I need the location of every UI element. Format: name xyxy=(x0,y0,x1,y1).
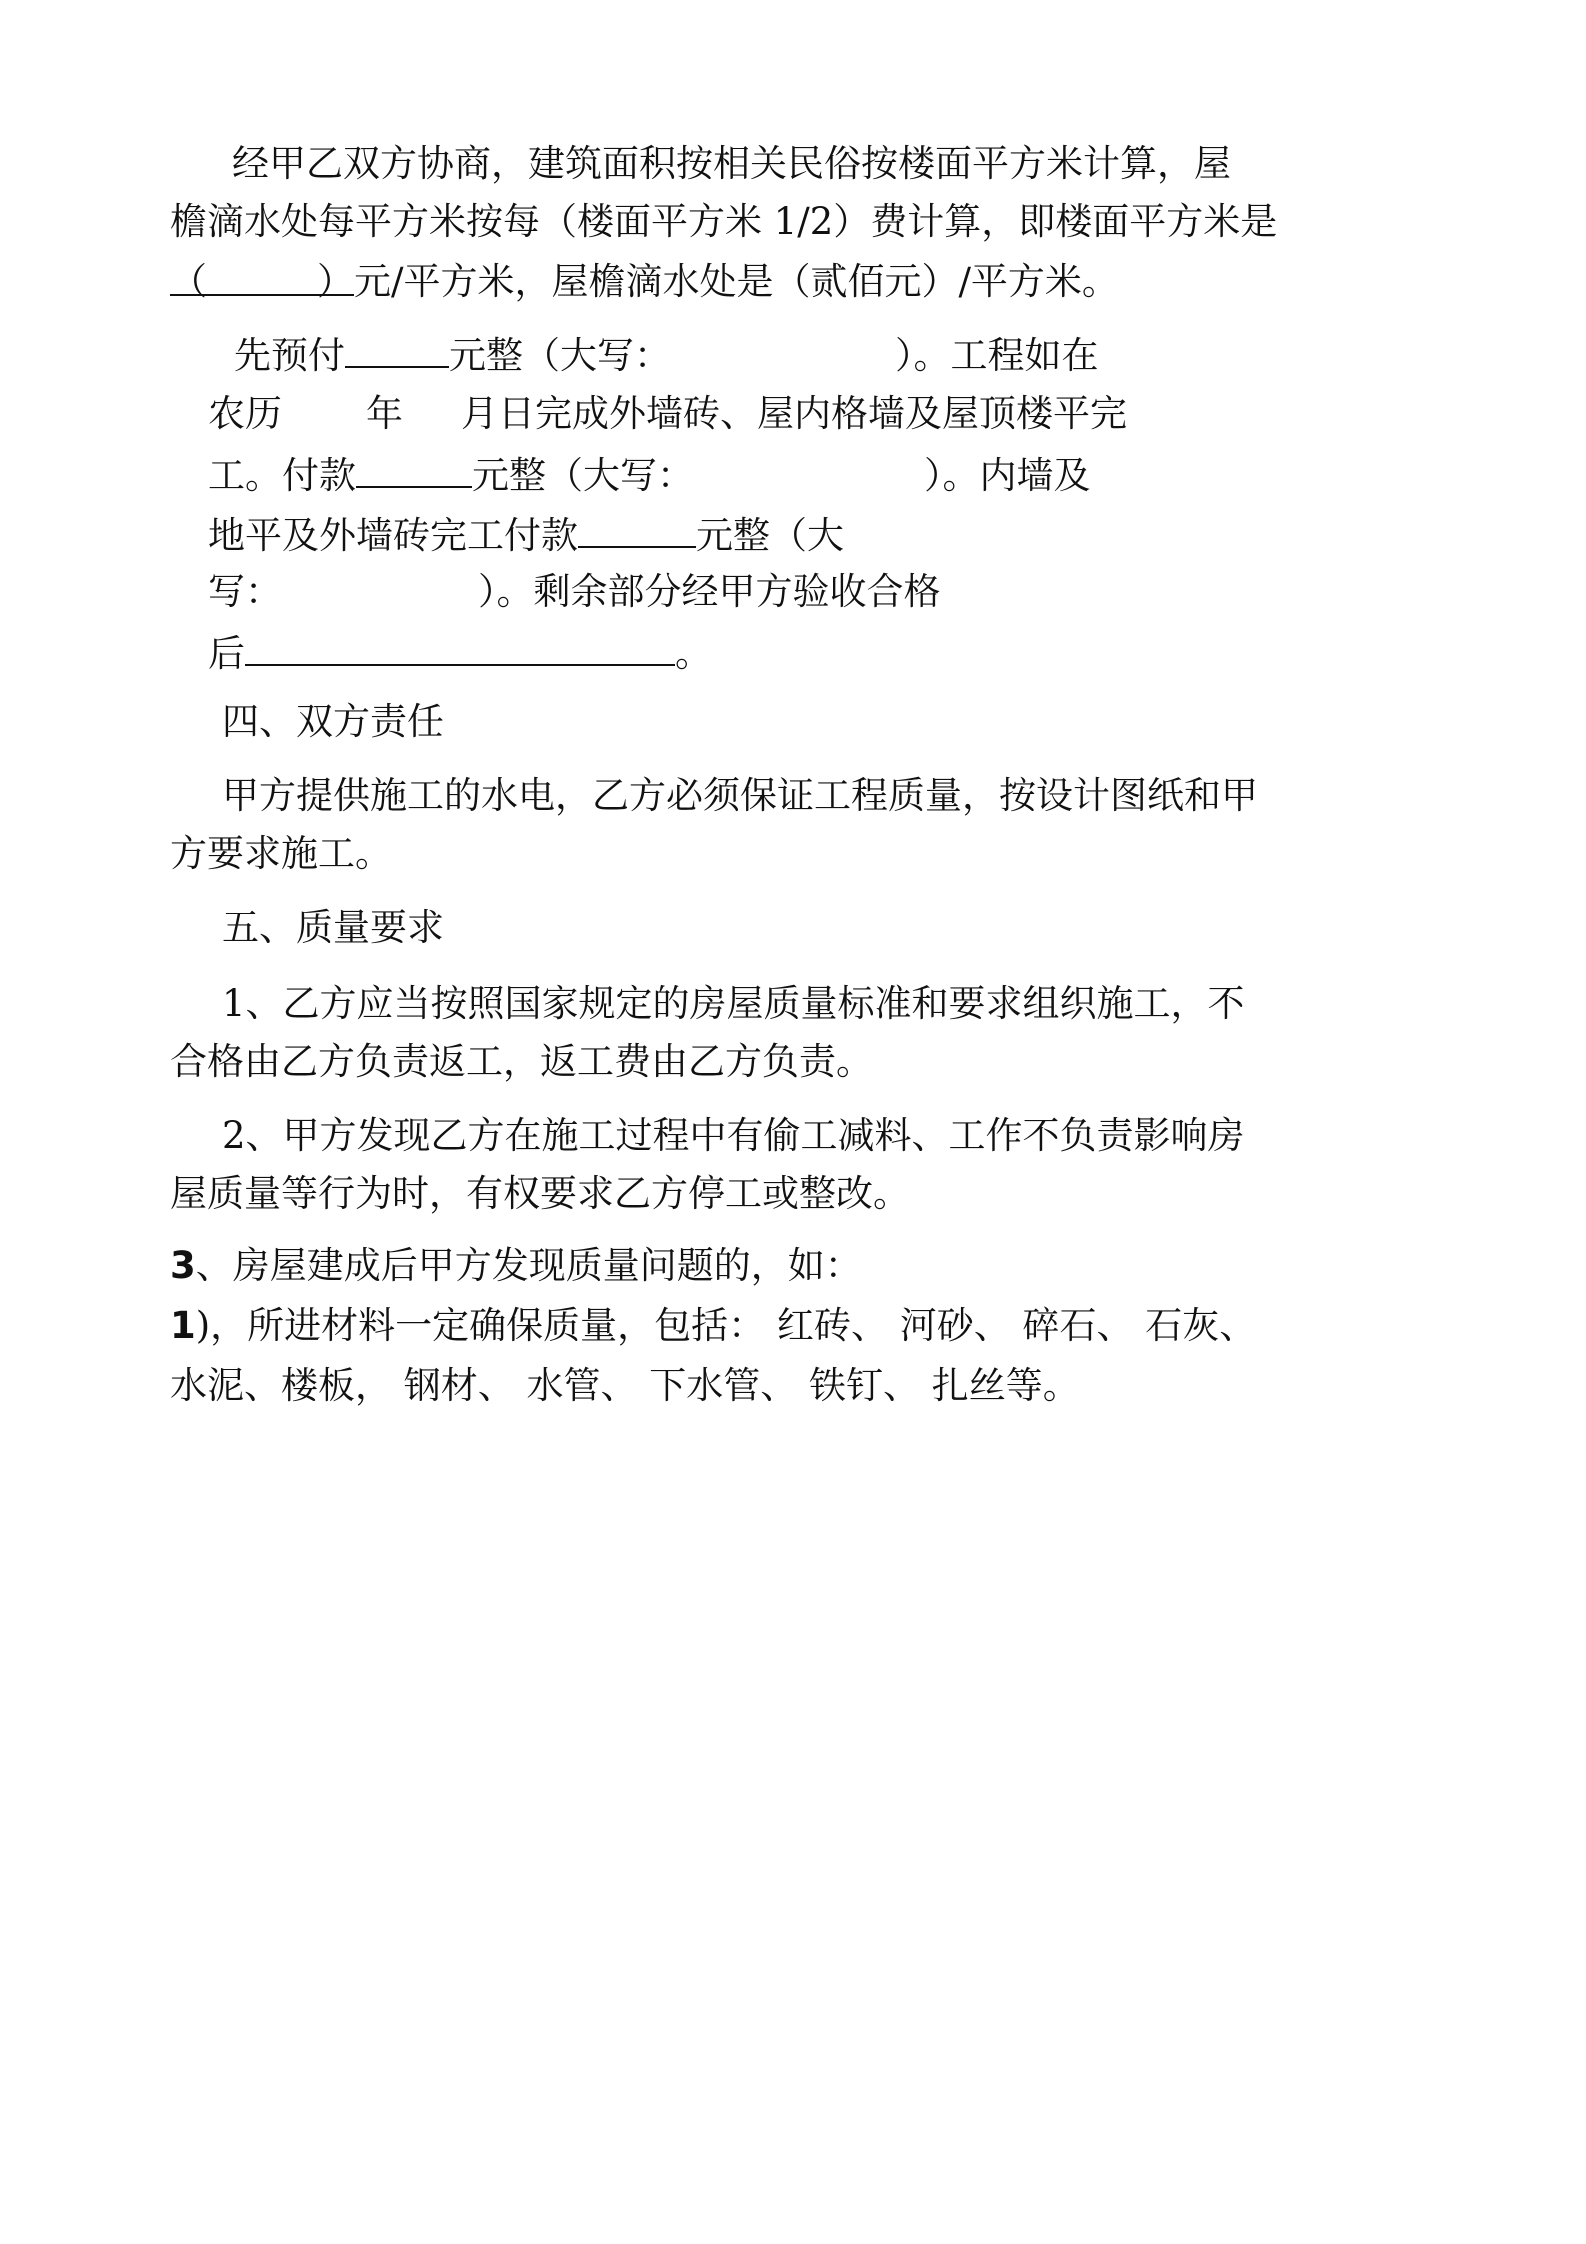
after-label: 后 xyxy=(208,632,245,675)
section5-sub1-line1 xyxy=(170,1302,1256,1350)
para2-line5 xyxy=(208,568,941,616)
para2-line1-tail: ）。工程如在 xyxy=(895,334,1099,377)
payment-capital-label: 元整（大写： xyxy=(472,454,694,497)
section5-item3 xyxy=(170,1242,862,1290)
para2-line3-tail: ）。内墙及 xyxy=(924,454,1091,497)
para2-line5-tail: ）。剩余部分经甲方验收合格 xyxy=(478,570,941,613)
para2-line2-tail: 月日完成外墙砖、屋内格墙及屋顶楼平完 xyxy=(461,392,1127,435)
para1-line1: 经甲乙双方协商，建筑面积按相关民俗按楼面平方米计算，屋 xyxy=(232,142,1231,185)
prepay-label: 先预付 xyxy=(234,334,345,377)
section5-heading: 五、质量要求 xyxy=(222,906,444,949)
payment-label: 工。付款 xyxy=(208,454,356,497)
section5-item1-line2: 合格由乙方负责返工，返工费由乙方负责。 xyxy=(170,1040,873,1083)
section4-heading: 四、双方责任 xyxy=(222,700,444,743)
section5-item1-line1: 1、乙方应当按照国家规定的房屋质量标准和要求组织施工，不 xyxy=(222,982,1245,1025)
bracket-close: ） xyxy=(317,260,354,303)
para2-line6 xyxy=(208,628,712,678)
period: 。 xyxy=(675,632,712,675)
remaining-payment-blank xyxy=(245,628,675,666)
para2-line3 xyxy=(208,450,1091,500)
para1-line2: 檐滴水处每平方米按每（楼面平方米 1/2）费计算，即楼面平方米是 xyxy=(170,200,1278,243)
prepay-capital-label: 元整（大写： xyxy=(449,334,671,377)
section4-line1: 甲方提供施工的水电，乙方必须保证工程质量，按设计图纸和甲 xyxy=(222,774,1258,817)
para1-line3-text: 元/平方米，屋檐滴水处是（贰佰元）/平方米。 xyxy=(354,260,1119,303)
section4-line2: 方要求施工。 xyxy=(170,832,392,875)
lunar-label: 农历 xyxy=(208,392,282,435)
prepay-amount-blank xyxy=(345,330,449,368)
item3-text: 、房屋建成后甲方发现质量问题的，如： xyxy=(195,1244,862,1287)
sub1-number: 1 xyxy=(170,1304,196,1347)
section5-sub1-line2: 水泥、楼板， 钢材、 水管、 下水管、 铁钉、 扎丝等。 xyxy=(170,1364,1080,1407)
sub1-text: )，所进材料一定确保质量，包括： 红砖、 河砂、 碎石、 石灰、 xyxy=(195,1304,1257,1347)
floor-payment-blank xyxy=(578,510,696,548)
section5-item2-line2: 屋质量等行为时，有权要求乙方停工或整改。 xyxy=(170,1172,910,1215)
capital-label: 写： xyxy=(208,570,282,613)
para2-line2 xyxy=(208,390,1127,438)
bracket-open: （ xyxy=(170,260,207,303)
section5-item2-line1: 2、甲方发现乙方在施工过程中有偷工减料、工作不负责影响房 xyxy=(222,1114,1245,1157)
floor-payment-label: 地平及外墙砖完工付款 xyxy=(208,514,578,557)
para1-line3 xyxy=(170,258,1119,306)
item3-number: 3 xyxy=(170,1244,196,1287)
para2-line4 xyxy=(208,510,844,560)
para2-line1 xyxy=(234,330,1099,380)
floor-payment-capital-label: 元整（大 xyxy=(696,514,844,557)
payment-amount-blank xyxy=(356,450,472,488)
year-label: 年 xyxy=(366,392,403,435)
unit-price-blank xyxy=(170,258,354,303)
